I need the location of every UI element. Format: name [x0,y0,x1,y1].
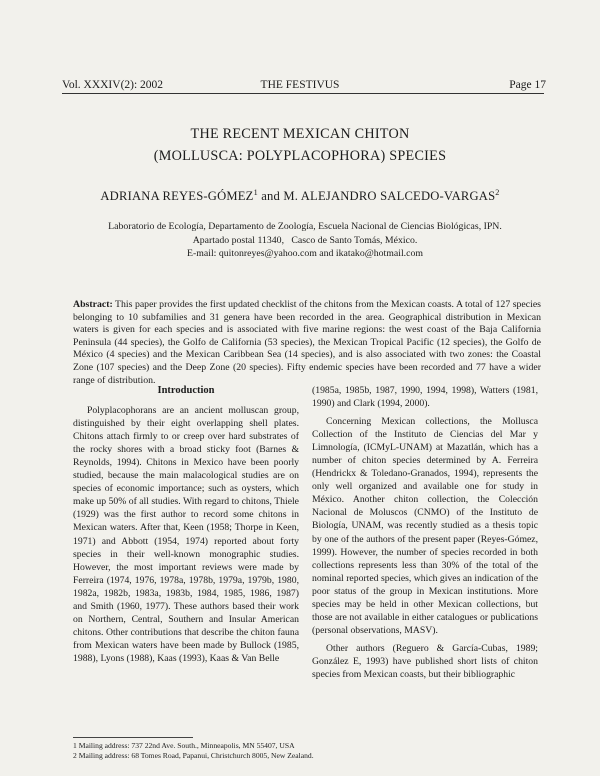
abstract-label: Abstract: [73,299,113,310]
author-1: ADRIANA REYES-GÓMEZ [100,189,254,203]
affiliation-institution: Laboratorio de Ecología, Departamento de Zoología, Escuela Nacional de Ciencias Biológicas, IPN. [108,221,502,232]
author-line [0,189,600,204]
right-paragraph-collections: Concerning Mexican collections, the Mollusca Collection of the Instituto de Ciencias del Mar y Limnología, (ICMyL-UNAM) at Mazatlán, which has a number of chiton species determined by A. Ferreira (Hendrickx & Toledano-Granados, 1994), represents the only well organized and available one for study in México. Another chiton collection, the Colección Nacional de Moluscos (CNMO) of the Instituto de Biología, UNAM, was recently studied as a thesis topic by one of the authors of the present paper (Reyes-Gómez, 1999). However, the number of species recorded in both collections represents less than 30% of the total of the nominal reported species, which gives an indication of the poor status of the group in Mexican institutions. More species may be held in other Mexican collections, but those are not available in either catalogues or publications (personal observations, MASV). [312,416,538,636]
author-2-footnote-mark: 2 [495,187,500,197]
footnote-rule [73,737,193,738]
abstract [73,299,541,387]
right-paragraph-other-authors: Other authors (Reguero & García-Cubas, 1989; González E, 1993) have published short lists of chiton species from Mexican coasts, but their bibliographic [312,642,538,680]
abstract-text: This paper provides the first updated checklist of the chitons from the Mexican coasts. A total of 127 species belonging to 10 subfamilies and 31 genera have been recorded in the area. Geographical distribution in Mexican waters is given for each species and is associated with five marine regions: the west coast of the Baja California Peninsula (44 species), the Golfo de California (53 species), the Mexican Tropical Pacific (12 species), the Golfo de México (4 species) and the Mexican Caribbean Sea (14 species), and is also associated with two zones: the Coastal Zone (107 species) and the Deep Zone (20 species). Fifty endemic species have been recorded and 77 have a wider range of distribution. [73,299,541,386]
right-column [312,384,538,681]
header-rule [62,93,544,94]
affiliation-address: Apartado postal 11340, Casco de Santo Tomás, México. [192,234,418,246]
author-1-footnote-mark: 1 [253,187,258,197]
affiliation-block [70,220,540,261]
right-paragraph-continuation: (1985a, 1985b, 1987, 1990, 1994, 1998), Watters (1981, 1990) and Clark (1994, 2000). [312,385,538,410]
left-column [73,384,299,665]
author-2: M. ALEJANDRO SALCEDO-VARGAS [283,189,496,203]
section-heading-introduction: Introduction [157,385,215,396]
running-header-journal: THE FESTIVUS [260,79,340,91]
author-connector: and [257,189,284,203]
footnote-2: 2 Mailing address: 68 Tomes Road, Papanui, Christchurch 8005, New Zealand. [73,751,314,760]
running-header-page: Page 17 [509,79,546,91]
intro-paragraph-1: Polyplacophorans are an ancient molluscan group, distinguished by their eight overlapping shell plates. Chitons attach firmly to or creep over hard substrates of the rocky shores with a broad sticky foot (Barnes & Reynolds, 1994). Chitons in Mexico have been poorly studied, because the main malacological studies are on species of economic importance; such as oysters, which make up 50% of all studies. With regard to chitons, Thiele (1929) was the first author to record some chitons in Mexican waters. After that, Keen (1958; Thorpe in Keen, 1971) and Abbott (1954, 1974) reported about forty species in their well-known monographic studies. However, the most important reviews were made by Ferreira (1974, 1976, 1978a, 1978b, 1979a, 1979b, 1980, 1982a, 1982b, 1983a, 1983b, 1984, 1985, 1986, 1987) and Smith (1960, 1977). These authors based their work on Northern, Central, Southern and Insular American chitons. Other contributions that describe the chiton fauna from Mexican waters have been made by Bullock (1985, 1988), Lyons (1988), Kaas (1993), Kaas & Van Belle [73,405,299,664]
paper-title-line1: THE RECENT MEXICAN CHITON [190,126,410,142]
paper-title-line2: (MOLLUSCA: POLYPLACOPHORA) SPECIES [153,148,447,164]
footnote-1: 1 Mailing address: 737 22nd Ave. South., Minneapolis, MN 55407, USA [73,741,295,750]
running-header-volume: Vol. XXXIV(2): 2002 [62,79,164,91]
affiliation-email: E-mail: quitonreyes@yahoo.com and ikatako@hotmail.com [187,248,423,260]
